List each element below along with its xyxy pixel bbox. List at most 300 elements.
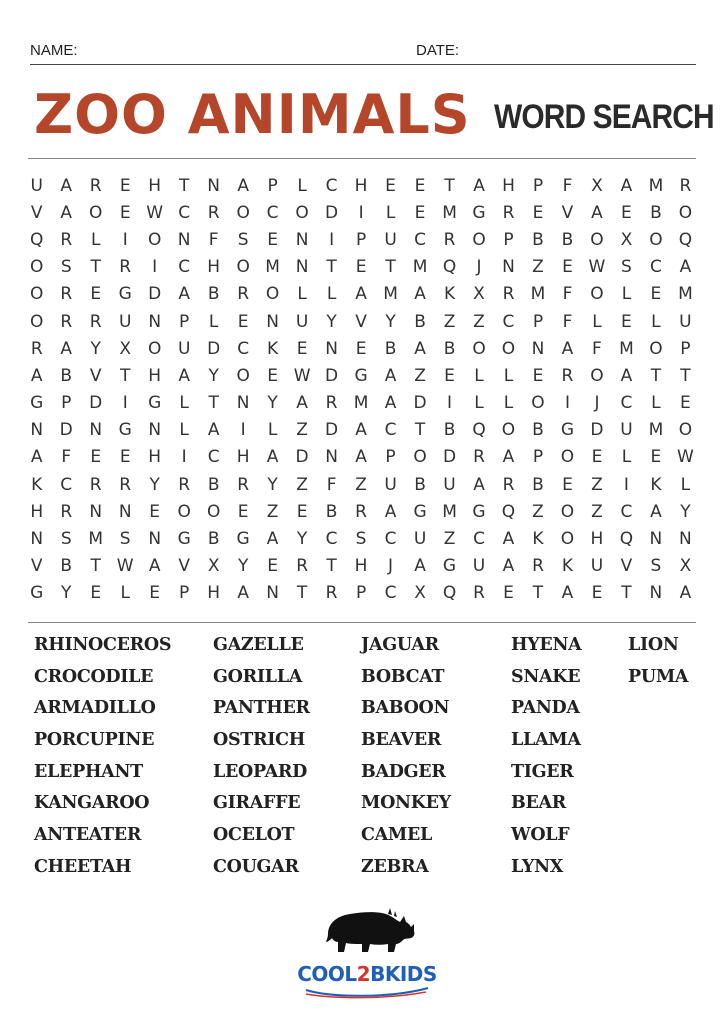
grid-letter: Z <box>414 365 426 386</box>
grid-letter: Y <box>61 583 72 604</box>
grid-letter: Y <box>267 393 278 414</box>
grid-letter: Z <box>355 474 367 495</box>
grid-letter: A <box>266 447 279 468</box>
grid-letter: E <box>237 311 249 332</box>
grid-letter: L <box>651 311 661 332</box>
name-label: NAME: <box>30 42 78 59</box>
grid-letter: C <box>325 529 338 550</box>
grid-letter: J <box>388 556 394 577</box>
grid-letter: R <box>502 284 515 305</box>
grid-letter: U <box>384 474 397 495</box>
grid-letter: Y <box>680 501 691 522</box>
grid-letter: N <box>89 420 103 441</box>
grid-letter: A <box>679 257 692 278</box>
word-list-item: ELEPHANT <box>34 761 143 782</box>
name-date-underline <box>30 64 696 65</box>
grid-letter: R <box>60 229 73 250</box>
grid-letter: E <box>650 284 662 305</box>
grid-letter: T <box>621 583 632 604</box>
word-list-item: BOBCAT <box>361 666 445 687</box>
grid-letter: P <box>532 311 544 332</box>
grid-letter: E <box>591 583 603 604</box>
grid-letter: R <box>355 501 367 522</box>
grid-letter: G <box>560 420 575 441</box>
name-date-row <box>30 42 696 66</box>
grid-letter: P <box>61 393 72 414</box>
grid-letter: M <box>442 202 457 223</box>
grid-letter: G <box>236 529 250 550</box>
word-list-item: OCELOT <box>213 825 295 846</box>
grid-letter: Q <box>619 529 634 550</box>
grid-letter: E <box>591 447 603 468</box>
grid-letter: L <box>385 202 396 223</box>
grid-letter: P <box>355 583 367 604</box>
grid-letter: A <box>60 338 73 359</box>
grid-letter: T <box>414 420 426 441</box>
grid-letter: L <box>297 175 307 196</box>
grid-letter: V <box>620 556 633 577</box>
grid-row <box>22 390 700 417</box>
grid-letter: A <box>178 365 190 386</box>
grid-letter: A <box>502 556 515 577</box>
grid-letter: S <box>119 529 131 550</box>
grid-letter: F <box>562 311 573 332</box>
grid-letter: Y <box>267 474 278 495</box>
grid-letter: C <box>207 447 220 468</box>
grid-letter: Q <box>30 229 44 250</box>
grid-letter: Y <box>149 474 160 495</box>
grid-letter: V <box>178 556 190 577</box>
word-list-item: MONKEY <box>361 793 451 814</box>
grid-letter: A <box>384 501 397 522</box>
grid-letter: G <box>472 501 486 522</box>
grid-letter: E <box>90 583 102 604</box>
grid-letter: S <box>237 229 249 250</box>
grid-letter: E <box>267 229 278 250</box>
grid-letter: H <box>30 501 44 522</box>
grid-letter: J <box>594 393 600 414</box>
grid-letter: P <box>385 447 396 468</box>
grid-letter: N <box>295 229 309 250</box>
grid-letter: R <box>502 474 515 495</box>
grid-letter: D <box>590 420 604 441</box>
grid-letter: P <box>503 229 514 250</box>
grid-letter: A <box>60 175 73 196</box>
grid-letter: H <box>590 529 604 550</box>
grid-letter: W <box>146 202 164 223</box>
grid-letter: M <box>265 257 280 278</box>
grid-letter: E <box>621 202 632 223</box>
grid-letter: C <box>266 202 279 223</box>
grid-letter: Z <box>443 311 456 332</box>
grid-letter: L <box>297 284 307 305</box>
grid-letter: N <box>89 501 103 522</box>
grid-letter: N <box>531 338 545 359</box>
grid-letter: A <box>473 175 485 196</box>
word-list-item: LLAMA <box>511 730 581 751</box>
grid-letter: A <box>591 202 603 223</box>
grid-letter: E <box>119 175 131 196</box>
grid-letter: N <box>295 257 309 278</box>
grid-letter: U <box>177 338 191 359</box>
grid-letter: O <box>531 393 545 414</box>
grid-letter: B <box>650 202 662 223</box>
grid-letter: M <box>353 393 369 414</box>
grid-letter: T <box>296 583 308 604</box>
grid-letter: Z <box>532 257 544 278</box>
grid-letter: T <box>326 257 337 278</box>
grid-letter: E <box>90 447 102 468</box>
grid-letter: E <box>680 393 691 414</box>
grid-letter: E <box>296 338 308 359</box>
word-column <box>213 632 310 886</box>
grid-letter: E <box>621 311 632 332</box>
grid-letter: R <box>296 556 308 577</box>
grid-letter: N <box>325 447 338 468</box>
grid-letter: B <box>414 311 426 332</box>
grid-letter: K <box>561 556 574 577</box>
grid-letter: A <box>296 393 308 414</box>
grid-letter: L <box>179 420 189 441</box>
grid-letter: N <box>148 311 162 332</box>
brand-part-1: COOL <box>297 962 357 986</box>
grid-letter: Y <box>237 556 249 577</box>
grid-letter: E <box>237 501 249 522</box>
grid-letter: O <box>89 202 103 223</box>
grid-letter: F <box>562 284 573 305</box>
grid-letter: G <box>442 556 457 577</box>
grid-letter: R <box>325 393 338 414</box>
grid-letter: L <box>592 311 602 332</box>
grid-letter: N <box>148 420 162 441</box>
grid-letter: I <box>564 393 570 414</box>
grid-letter: O <box>560 447 575 468</box>
grid-letter: O <box>236 365 250 386</box>
grid-letter: B <box>532 229 544 250</box>
grid-letter: G <box>413 501 427 522</box>
grid-letter: D <box>89 393 103 414</box>
grid-letter: U <box>413 529 427 550</box>
grid-letter: Z <box>473 311 485 332</box>
word-list-item: HYENA <box>511 635 582 655</box>
word-list-item: TIGER <box>511 761 574 782</box>
grid-letter: B <box>532 474 544 495</box>
grid-letter: B <box>414 474 426 495</box>
grid-letter: Y <box>296 529 308 550</box>
grid-letter: Q <box>678 229 693 250</box>
word-list-item: ZEBRA <box>361 856 429 877</box>
grid-letter: I <box>122 393 128 414</box>
grid-letter: U <box>443 474 456 495</box>
word-list-item: LION <box>628 635 679 655</box>
word-list-item: BEAVER <box>361 730 442 751</box>
grid-letter: A <box>473 474 485 495</box>
word-list-item: BADGER <box>361 761 446 782</box>
grid-letter: M <box>648 175 664 196</box>
grid-row <box>22 308 700 335</box>
grid-letter: I <box>122 229 128 250</box>
grid-row <box>22 199 700 226</box>
grid-letter: P <box>532 175 544 196</box>
grid-letter: E <box>503 583 514 604</box>
grid-letter: R <box>207 202 220 223</box>
grid-letter: A <box>414 284 426 305</box>
word-list-item: CHEETAH <box>34 856 132 877</box>
grid-letter: N <box>679 529 692 550</box>
grid-letter: E <box>149 583 161 604</box>
grid-letter: F <box>208 229 219 250</box>
grid-letter: L <box>326 284 337 305</box>
grid-letter: O <box>590 284 604 305</box>
grid-letter: O <box>295 202 309 223</box>
grid-letter: D <box>295 447 309 468</box>
grid-row <box>22 471 700 498</box>
grid-letter: C <box>502 311 515 332</box>
grid-letter: Q <box>472 420 486 441</box>
grid-letter: O <box>30 257 44 278</box>
word-column <box>361 632 451 886</box>
grid-letter: H <box>148 175 162 196</box>
grid-row <box>22 525 700 552</box>
grid-letter: A <box>414 556 426 577</box>
grid-letter: G <box>118 284 132 305</box>
grid-letter: R <box>473 583 485 604</box>
grid-letter: O <box>560 501 575 522</box>
grid-letter: H <box>236 447 250 468</box>
grid-letter: N <box>30 420 44 441</box>
grid-letter: C <box>414 229 426 250</box>
grid-letter: C <box>384 529 397 550</box>
grid-letter: I <box>240 420 246 441</box>
date-label: DATE: <box>416 42 460 59</box>
grid-letter: P <box>179 311 190 332</box>
grid-letter: E <box>119 447 131 468</box>
grid-letter: F <box>592 338 602 359</box>
grid-letter: W <box>293 365 311 386</box>
rhino-silhouette-icon <box>322 904 416 956</box>
grid-letter: S <box>60 257 72 278</box>
grid-letter: X <box>591 175 603 196</box>
word-list-item: JAGUAR <box>361 635 439 655</box>
word-list <box>34 632 694 888</box>
word-list-item: BABOON <box>361 698 450 719</box>
grid-letter: R <box>30 338 43 359</box>
word-list-item: GIRAFFE <box>213 793 301 814</box>
grid-letter: R <box>119 257 132 278</box>
grid-letter: L <box>474 365 484 386</box>
grid-letter: L <box>651 393 661 414</box>
grid-letter: O <box>265 284 280 305</box>
grid-letter: O <box>147 338 162 359</box>
grid-letter: E <box>90 284 102 305</box>
grid-letter: V <box>30 202 43 223</box>
grid-letter: C <box>60 474 73 495</box>
grid-letter: O <box>147 229 162 250</box>
grid-letter: A <box>355 420 367 441</box>
grid-letter: R <box>473 447 485 468</box>
grid-letter: A <box>679 583 692 604</box>
grid-letter: A <box>561 583 574 604</box>
grid-letter: E <box>119 202 131 223</box>
grid-letter: P <box>355 229 367 250</box>
brand-name <box>297 962 437 986</box>
grid-letter: Y <box>208 365 219 386</box>
grid-letter: X <box>119 338 132 359</box>
grid-letter: O <box>472 338 486 359</box>
grid-letter: X <box>473 284 485 305</box>
grid-letter: B <box>60 556 73 577</box>
grid-letter: A <box>414 338 426 359</box>
grid-letter: G <box>354 365 368 386</box>
brand-swoosh-icon <box>302 984 432 1000</box>
grid-letter: L <box>503 365 514 386</box>
grid-letter: L <box>120 583 130 604</box>
grid-letter: N <box>325 338 338 359</box>
grid-letter: M <box>648 420 664 441</box>
grid-letter: R <box>561 365 574 386</box>
word-list-item: KANGAROO <box>34 793 150 814</box>
grid-letter: A <box>620 175 633 196</box>
grid-letter: D <box>325 365 339 386</box>
grid-letter: Q <box>442 257 457 278</box>
brand-logo <box>292 962 442 1002</box>
grid-letter: P <box>267 175 278 196</box>
grid-letter: E <box>444 365 455 386</box>
grid-letter: D <box>413 393 427 414</box>
grid-letter: T <box>650 365 662 386</box>
grid-letter: X <box>207 556 220 577</box>
letter-grid <box>22 172 700 607</box>
grid-letter: V <box>30 556 43 577</box>
grid-letter: O <box>590 365 604 386</box>
grid-letter: T <box>444 175 455 196</box>
grid-letter: R <box>502 202 515 223</box>
word-column <box>34 632 171 886</box>
grid-letter: E <box>532 202 544 223</box>
grid-letter: T <box>326 556 337 577</box>
grid-letter: H <box>148 447 162 468</box>
grid-letter: Y <box>385 311 396 332</box>
grid-letter: S <box>650 556 662 577</box>
grid-letter: D <box>442 447 457 468</box>
page-subtitle: WORD SEARCH <box>494 98 714 136</box>
grid-letter: U <box>590 556 604 577</box>
page-title: ZOO ANIMALS <box>34 83 471 146</box>
grid-letter: U <box>30 175 43 196</box>
grid-letter: E <box>562 474 573 495</box>
grid-letter: O <box>206 501 221 522</box>
grid-letter: P <box>179 583 190 604</box>
grid-letter: O <box>678 202 693 223</box>
word-list-item: PANTHER <box>213 698 310 719</box>
grid-letter: E <box>355 338 367 359</box>
grid-letter: O <box>30 284 44 305</box>
grid-letter: B <box>384 338 397 359</box>
grid-letter: B <box>60 365 73 386</box>
grid-letter: G <box>177 529 191 550</box>
word-list-item: WOLF <box>511 825 570 846</box>
word-list-item: COUGAR <box>213 856 299 877</box>
grid-row <box>22 553 700 580</box>
grid-letter: R <box>679 175 692 196</box>
grid-row <box>22 226 700 253</box>
grid-letter: Z <box>296 420 308 441</box>
grid-letter: O <box>678 420 693 441</box>
grid-letter: O <box>501 338 516 359</box>
grid-row <box>22 281 700 308</box>
grid-letter: W <box>116 556 134 577</box>
word-list-item: BEAR <box>511 793 567 814</box>
grid-letter: D <box>325 420 339 441</box>
grid-letter: T <box>120 365 131 386</box>
grid-letter: G <box>118 420 132 441</box>
grid-letter: A <box>384 393 397 414</box>
grid-letter: N <box>177 229 191 250</box>
title-block <box>34 82 471 148</box>
grid-letter: B <box>532 420 544 441</box>
grid-letter: U <box>472 556 486 577</box>
grid-letter: A <box>502 529 515 550</box>
grid-letter: I <box>181 447 187 468</box>
grid-letter: F <box>61 447 72 468</box>
word-list-item: OSTRICH <box>213 730 305 751</box>
grid-letter: A <box>355 284 367 305</box>
grid-letter: B <box>207 284 220 305</box>
grid-letter: Z <box>532 501 544 522</box>
word-list-item: ANTEATER <box>34 825 142 846</box>
grid-letter: F <box>326 474 337 495</box>
grid-letter: E <box>355 257 367 278</box>
grid-letter: B <box>561 229 574 250</box>
grid-letter: A <box>237 175 249 196</box>
grid-row <box>22 444 700 471</box>
word-list-item: LEOPARD <box>213 761 307 782</box>
word-list-item: PORCUPINE <box>34 730 155 751</box>
grid-letter: A <box>30 365 43 386</box>
grid-letter: O <box>177 501 191 522</box>
grid-letter: O <box>649 229 663 250</box>
grid-letter: L <box>503 393 514 414</box>
word-list-item: ARMADILLO <box>34 698 156 719</box>
word-column <box>628 632 688 695</box>
grid-letter: Z <box>591 501 603 522</box>
grid-letter: C <box>649 257 662 278</box>
word-list-item: PUMA <box>628 666 689 687</box>
grid-letter: X <box>414 583 426 604</box>
grid-letter: A <box>30 447 43 468</box>
grid-letter: U <box>295 311 309 332</box>
grid-letter: U <box>679 311 692 332</box>
grid-row <box>22 417 700 444</box>
grid-letter: N <box>30 529 44 550</box>
grid-letter: E <box>267 365 278 386</box>
grid-letter: L <box>621 447 632 468</box>
grid-letter: O <box>501 420 516 441</box>
grid-letter: O <box>590 229 604 250</box>
grid-letter: R <box>237 474 250 495</box>
grid-letter: N <box>118 501 132 522</box>
grid-letter: A <box>355 447 367 468</box>
grid-letter: T <box>178 175 190 196</box>
grid-letter: E <box>149 501 161 522</box>
grid-letter: A <box>237 583 249 604</box>
grid-letter: E <box>296 501 308 522</box>
grid-letter: R <box>532 556 544 577</box>
grid-letter: L <box>179 393 189 414</box>
grid-letter: Z <box>296 474 308 495</box>
grid-letter: O <box>413 447 427 468</box>
grid-letter: N <box>502 257 515 278</box>
